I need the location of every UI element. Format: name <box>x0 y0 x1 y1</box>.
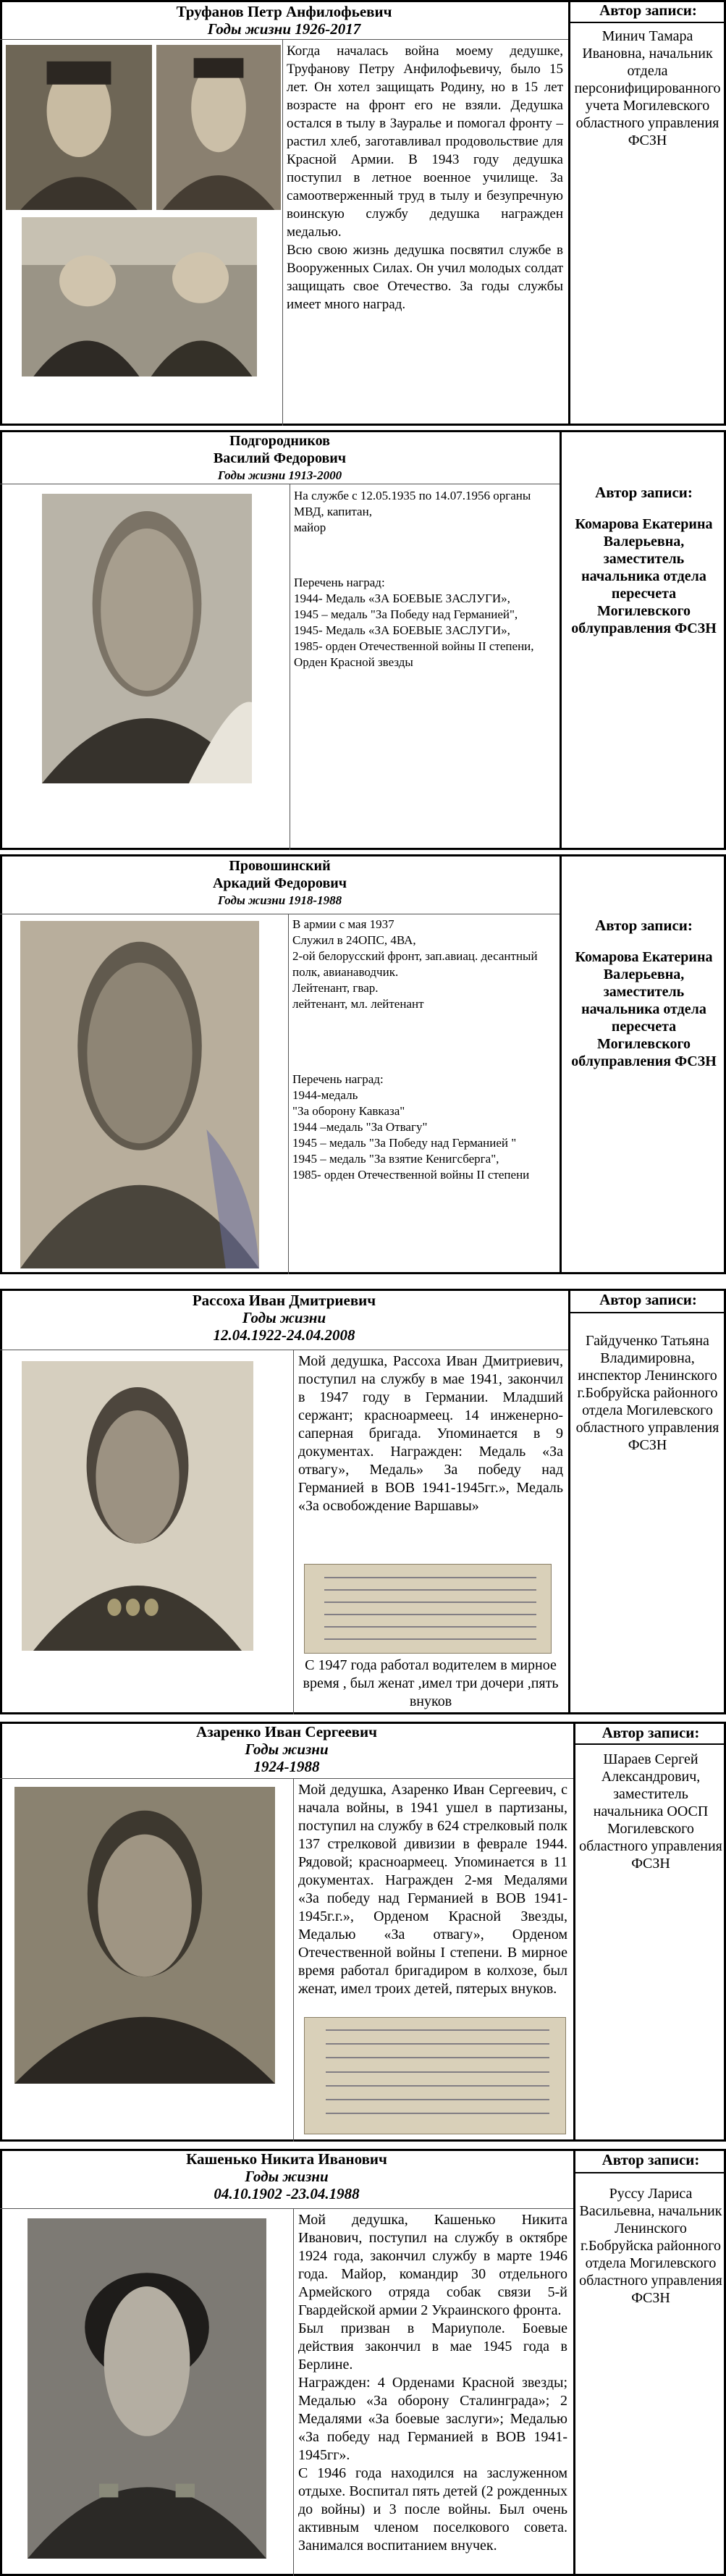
veteran-service: В армии с мая 1937 Служил в 24ОПС, 4ВА, 2-ой белорусский фронт, зап.авиац. десантный полк, авианаводчик. Лейтенант, гвар. лейтенант, мл. лейтенант <box>292 917 538 1011</box>
archive-document-scan <box>304 2017 566 2134</box>
veteran-years: Годы жизни 12.04.1922-24.04.2008 <box>213 1309 355 1344</box>
veteran-story: Мой дедушка, Азаренко Иван Сергеевич, с начала войны, в 1941 ушел в партизаны, поступил на службу в 624 стрелковый полк 137 стрелковой дивизии в феврале 1944. Рядовой; красноармеец. Упоминается в 11 документах. Награжден 2-мя Медалями «За победу над Германией в ВОВ 1941-1945г.г.», Орденом Красной Звезды, Медалью «За отвагу», Орденом Отечественной войны I степени. В мирное время работал бригадиром в колхозе, был женат, имел троих детей, пятерых внуков. <box>298 1782 567 1997</box>
veteran-name: Кашенько Никита Иванович <box>186 2150 387 2168</box>
veteran-name: Провошинский Аркадий Федорович <box>212 858 347 891</box>
veteran-name: Труфанов Петр Анфилофьевич <box>176 3 392 20</box>
author-name: Шараев Сергей Александрович, заместитель начальника ООСП Могилевского областного управления ФСЗН <box>579 1751 722 1872</box>
portrait-photo <box>42 494 252 783</box>
author-heading: Автор записи: <box>602 1724 700 1741</box>
veteran-story: Когда началась война моему дедушке, Труфанову Петру Анфилофьевичу, было 15 лет. Он хотел защищать Родину, но в 15 лет возрасте на фронт его не взяли. Дедушка остался в тылу в Зауралье и помогал фронту – растил хлеб, заготавливал продовольствие для Красной Армии. В 1943 году дедушка поступил в летное военное училище. За самоотверженный труд в тылу и безупречную воинскую службу дедушка награжден медалью. Всю свою жизнь дедушка посвятил службе в Вооруженных Силах. Он учил молодых солдат защищать свое Отечество. За годы службы имеет много наград. <box>287 43 563 312</box>
portrait-photo <box>28 2218 266 2559</box>
veteran-card-4 <box>0 1289 726 1714</box>
veteran-name: Азаренко Иван Сергеевич <box>196 1723 377 1741</box>
author-name: Гайдученко Татьяна Владимировна, инспектор Ленинского г.Бобруйска районного отдела Могилевского областного управления ФСЗН <box>575 1333 719 1453</box>
author-heading: Автор записи: <box>599 1 697 19</box>
veteran-years: Годы жизни 1913-2000 <box>217 468 342 482</box>
veteran-story-continued: С 1947 года работал водителем в мирное время , был женат ,имел три дочери ,пять внуков <box>303 1657 559 1709</box>
veteran-awards: Перечень наград: 1944-медаль "За оборону Кавказа" 1944 –медаль "За Отвагу" 1945 – медаль "За Победу над Германией " 1945 – медаль "За взятие Кенигсберга", 1985- орден Отечественной войны II степени <box>292 1072 530 1182</box>
veteran-title <box>0 857 560 909</box>
archive-document-scan <box>304 1564 552 1654</box>
veteran-years: Годы жизни 1924-1988 <box>245 1741 329 1775</box>
veteran-title <box>0 432 560 484</box>
veteran-title <box>0 2150 573 2202</box>
portrait-photo <box>156 45 281 210</box>
author-heading: Автор записи: <box>599 1291 697 1308</box>
author-heading: Автор записи: <box>595 917 693 934</box>
portrait-photo <box>20 921 259 1268</box>
portrait-photo <box>22 217 257 376</box>
portrait-photo <box>6 45 152 210</box>
veteran-card-6 <box>0 2149 726 2576</box>
veteran-years: Годы жизни 04.10.1902 -23.04.1988 <box>214 2168 360 2202</box>
author-name: Руссу Лариса Васильевна, начальник Ленинского г.Бобруйска районного отдела Могилевского областного управления ФСЗН <box>579 2186 722 2306</box>
author-heading: Автор записи: <box>595 484 693 501</box>
veteran-story: Мой дедушка, Кашенько Никита Иванович, поступил на службу в октябре 1924 года, закончил службу в марте 1946 года. Майор, командир 30 отдельного Армейского отряда собак связи 5-й Гвардейской армии 2 Украинского фронта. Был призван в Мариуполе. Боевые действия закончил в мае 1945 года в Берлине. Награжден: 4 Орденами Красной звезды; Медалью «За оборону Сталинграда»; 2 Медалями «За боевые заслуги»; Медалью «За победу над Германией в ВОВ 1941-1945гг». С 1946 года находился на заслуженном отдыхе. Воспитал пять детей (2 рожденных до войны) и 3 после войны. Был очень активным членом поселкового совета. Занимался воспитанием внучек. <box>298 2212 567 2554</box>
veteran-name: Подгородников Василий Федорович <box>213 433 347 466</box>
author-heading: Автор записи: <box>602 2151 700 2168</box>
veteran-card-3 <box>0 854 726 1274</box>
veteran-years: Годы жизни 1918-1988 <box>217 893 342 907</box>
veteran-name: Рассоха Иван Дмитриевич <box>192 1292 376 1309</box>
author-name: Комарова Екатерина Валерьевна, заместитель начальника отдела пересчета Могилевского облуправления ФСЗН <box>571 949 717 1069</box>
veteran-title <box>0 3 568 38</box>
veteran-card-1 <box>0 0 726 426</box>
author-name: Комарова Екатерина Валерьевна, заместитель начальника отдела пересчета Могилевского облуправления ФСЗН <box>571 516 717 636</box>
veteran-title <box>0 1723 573 1775</box>
veteran-years: Годы жизни 1926-2017 <box>207 20 361 38</box>
veteran-card-5 <box>0 1722 726 2142</box>
veteran-card-2 <box>0 430 726 850</box>
veteran-title <box>0 1292 568 1344</box>
author-name: Минич Тамара Ивановна, начальник отдела персонифицированного учета Могилевского областного управления ФСЗН <box>574 28 721 148</box>
veteran-service: На службе с 12.05.1935 по 14.07.1956 органы МВД, капитан, майор <box>294 489 531 534</box>
portrait-photo <box>14 1787 275 2084</box>
veteran-awards: Перечень наград: 1944- Медаль «ЗА БОЕВЫЕ ЗАСЛУГИ», 1945 – медаль "За Победу над Германией", 1945- Медаль «ЗА БОЕВЫЕ ЗАСЛУГИ», 1985- орден Отечественной войны II степени, Орден Красной звезды <box>294 576 534 669</box>
veteran-story: Мой дедушка, Рассоха Иван Дмитриевич, поступил на службу в мае 1941, закончил в 1947 году в Германии. Младший сержант; красноармеец. 14 инженерно-саперная бригада. Упоминается в 9 документах. Награжден: Медаль «За отвагу», Медаль» За победу над Германией в ВОВ 1941-1945гг.», Медаль «За освобождение Варшавы» <box>298 1353 563 1514</box>
portrait-photo <box>22 1361 253 1651</box>
